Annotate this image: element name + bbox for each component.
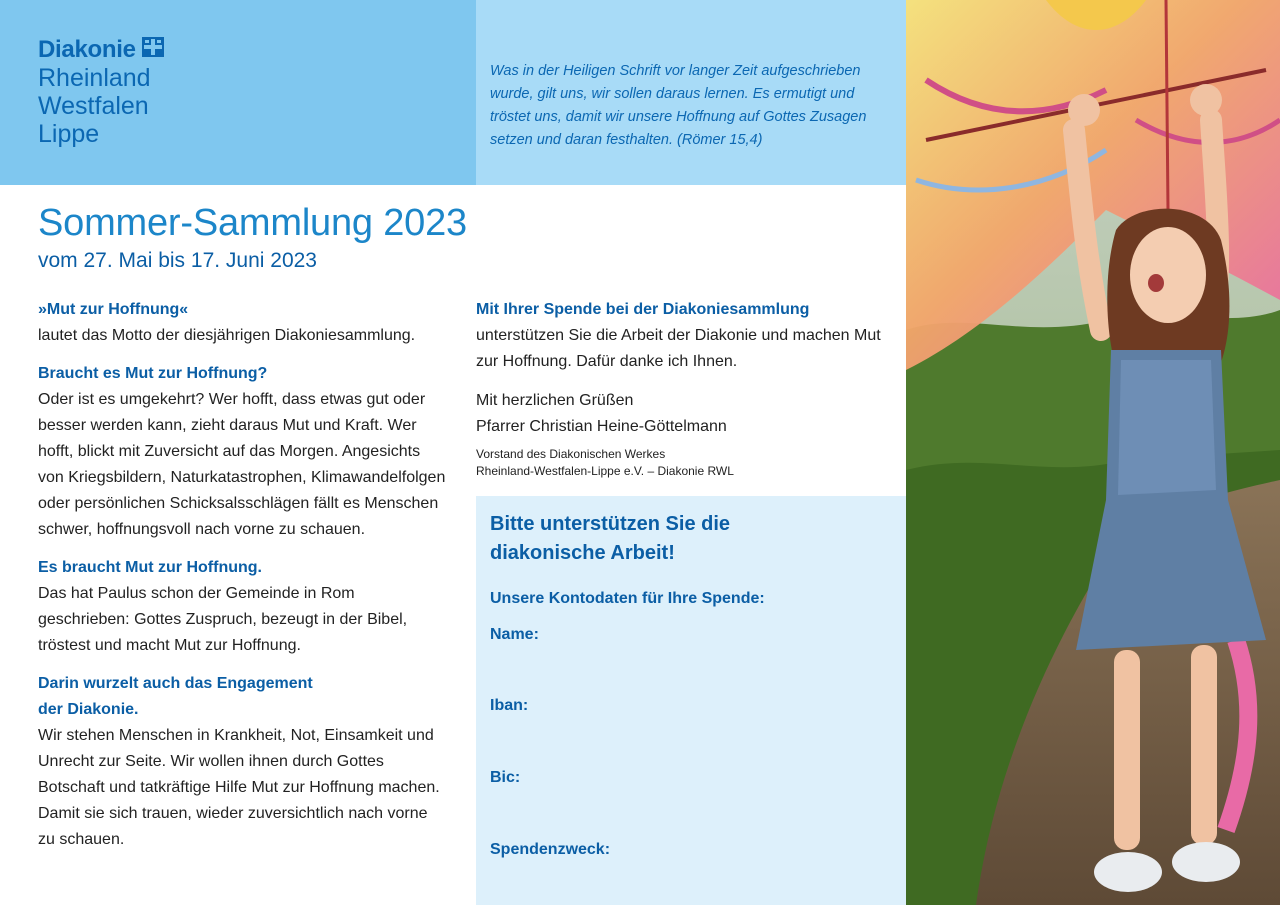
right-column [476, 297, 886, 480]
signature-role [476, 446, 886, 480]
logo-panel [0, 0, 476, 185]
donation-form-panel [476, 496, 906, 905]
section-question [38, 361, 448, 543]
donation-body: unterstützen Sie die Arbeit der Diakonie und machen Mut zur Hoffnung. Dafür danke ich Ihnen. [476, 327, 881, 370]
section-body: Das hat Paulus schon der Gemeinde in Rom geschrieben: Gottes Zuspruch, bezeugt in der Bibel, tröstest und macht Mut zur Hoffnung. [38, 585, 408, 654]
iban-field-label: Iban: [490, 697, 529, 714]
donation-heading: Mit Ihrer Spende bei der Diakoniesammlung [476, 301, 810, 318]
section-body: lautet das Motto der diesjährigen Diakoniesammlung. [38, 327, 416, 344]
account-data-heading: Unsere Kontodaten für Ihre Spende: [490, 590, 765, 607]
logo-line-2: Westfalen [38, 92, 149, 120]
greeting: Mit herzlichen Grüßen [476, 392, 634, 409]
bible-quote: Was in der Heiligen Schrift vor langer Zeit aufgeschrieben wurde, gilt uns, wir sollen daraus lernen. Es ermutigt und tröstet uns, damit wir unsere Hoffnung auf Gottes Zusagen setzen und daran festhalten. (Römer 15,4) [490, 63, 867, 148]
purpose-field-label: Spendenzweck: [490, 841, 611, 858]
signature-role-line-1: Vorstand des Diakonischen Werkes [476, 447, 666, 461]
logo-region-lines [38, 64, 151, 148]
section-body: Oder ist es umgekehrt? Wer hofft, dass etwas gut oder besser werden kann, zieht daraus Mut und Kraft. Wer hofft, blickt mit Zuversicht auf das Morgen. Angesichts von Kriegsbildern, Naturkatastrophen, Klimawandelfolgen oder persönlichen Schicksalsschlägen fällt es Menschen schwer, hoffnungsvoll nach vorne zu schauen. [38, 391, 446, 538]
section-heading: Darin wurzelt auch das Engagement der Diakonie. [38, 675, 313, 718]
signature-name: Pfarrer Christian Heine-Göttelmann [476, 418, 727, 435]
girl-with-kite-photo [906, 0, 1280, 905]
signature-role-line-2: Rheinland-Westfalen-Lippe e.V. – Diakonie RWL [476, 464, 734, 478]
diakonie-cross-icon [142, 36, 164, 64]
page-title: Sommer-Sammlung 2023 [38, 202, 467, 244]
section-heading: Braucht es Mut zur Hoffnung? [38, 365, 268, 382]
name-field-label: Name: [490, 626, 539, 643]
logo-brand-text: Diakonie [38, 36, 136, 63]
left-column [38, 297, 448, 865]
section-heading: Es braucht Mut zur Hoffnung. [38, 559, 262, 576]
bic-field-label: Bic: [490, 769, 521, 786]
section-paulus [38, 555, 448, 659]
section-engagement [38, 671, 448, 853]
photo-illustration [906, 0, 1280, 905]
donation-call-title: Bitte unterstützen Sie die diakonische Arbeit! [490, 513, 731, 564]
quote-panel [476, 0, 906, 185]
section-body: Wir stehen Menschen in Krankheit, Not, Einsamkeit und Unrecht zur Seite. Wir wollen ihnen durch Gottes Botschaft und tatkräftige Hilfe Mut zur Hoffnung machen. Damit sie sich trauen, wieder zuversichtlich nach vorne zu schauen. [38, 727, 440, 848]
logo-line-3: Lippe [38, 120, 100, 148]
section-heading: »Mut zur Hoffnung« [38, 301, 189, 318]
logo-brand [38, 36, 164, 64]
logo-line-1: Rheinland [38, 64, 151, 92]
section-motto [38, 297, 448, 349]
page-subtitle: vom 27. Mai bis 17. Juni 2023 [38, 249, 317, 272]
